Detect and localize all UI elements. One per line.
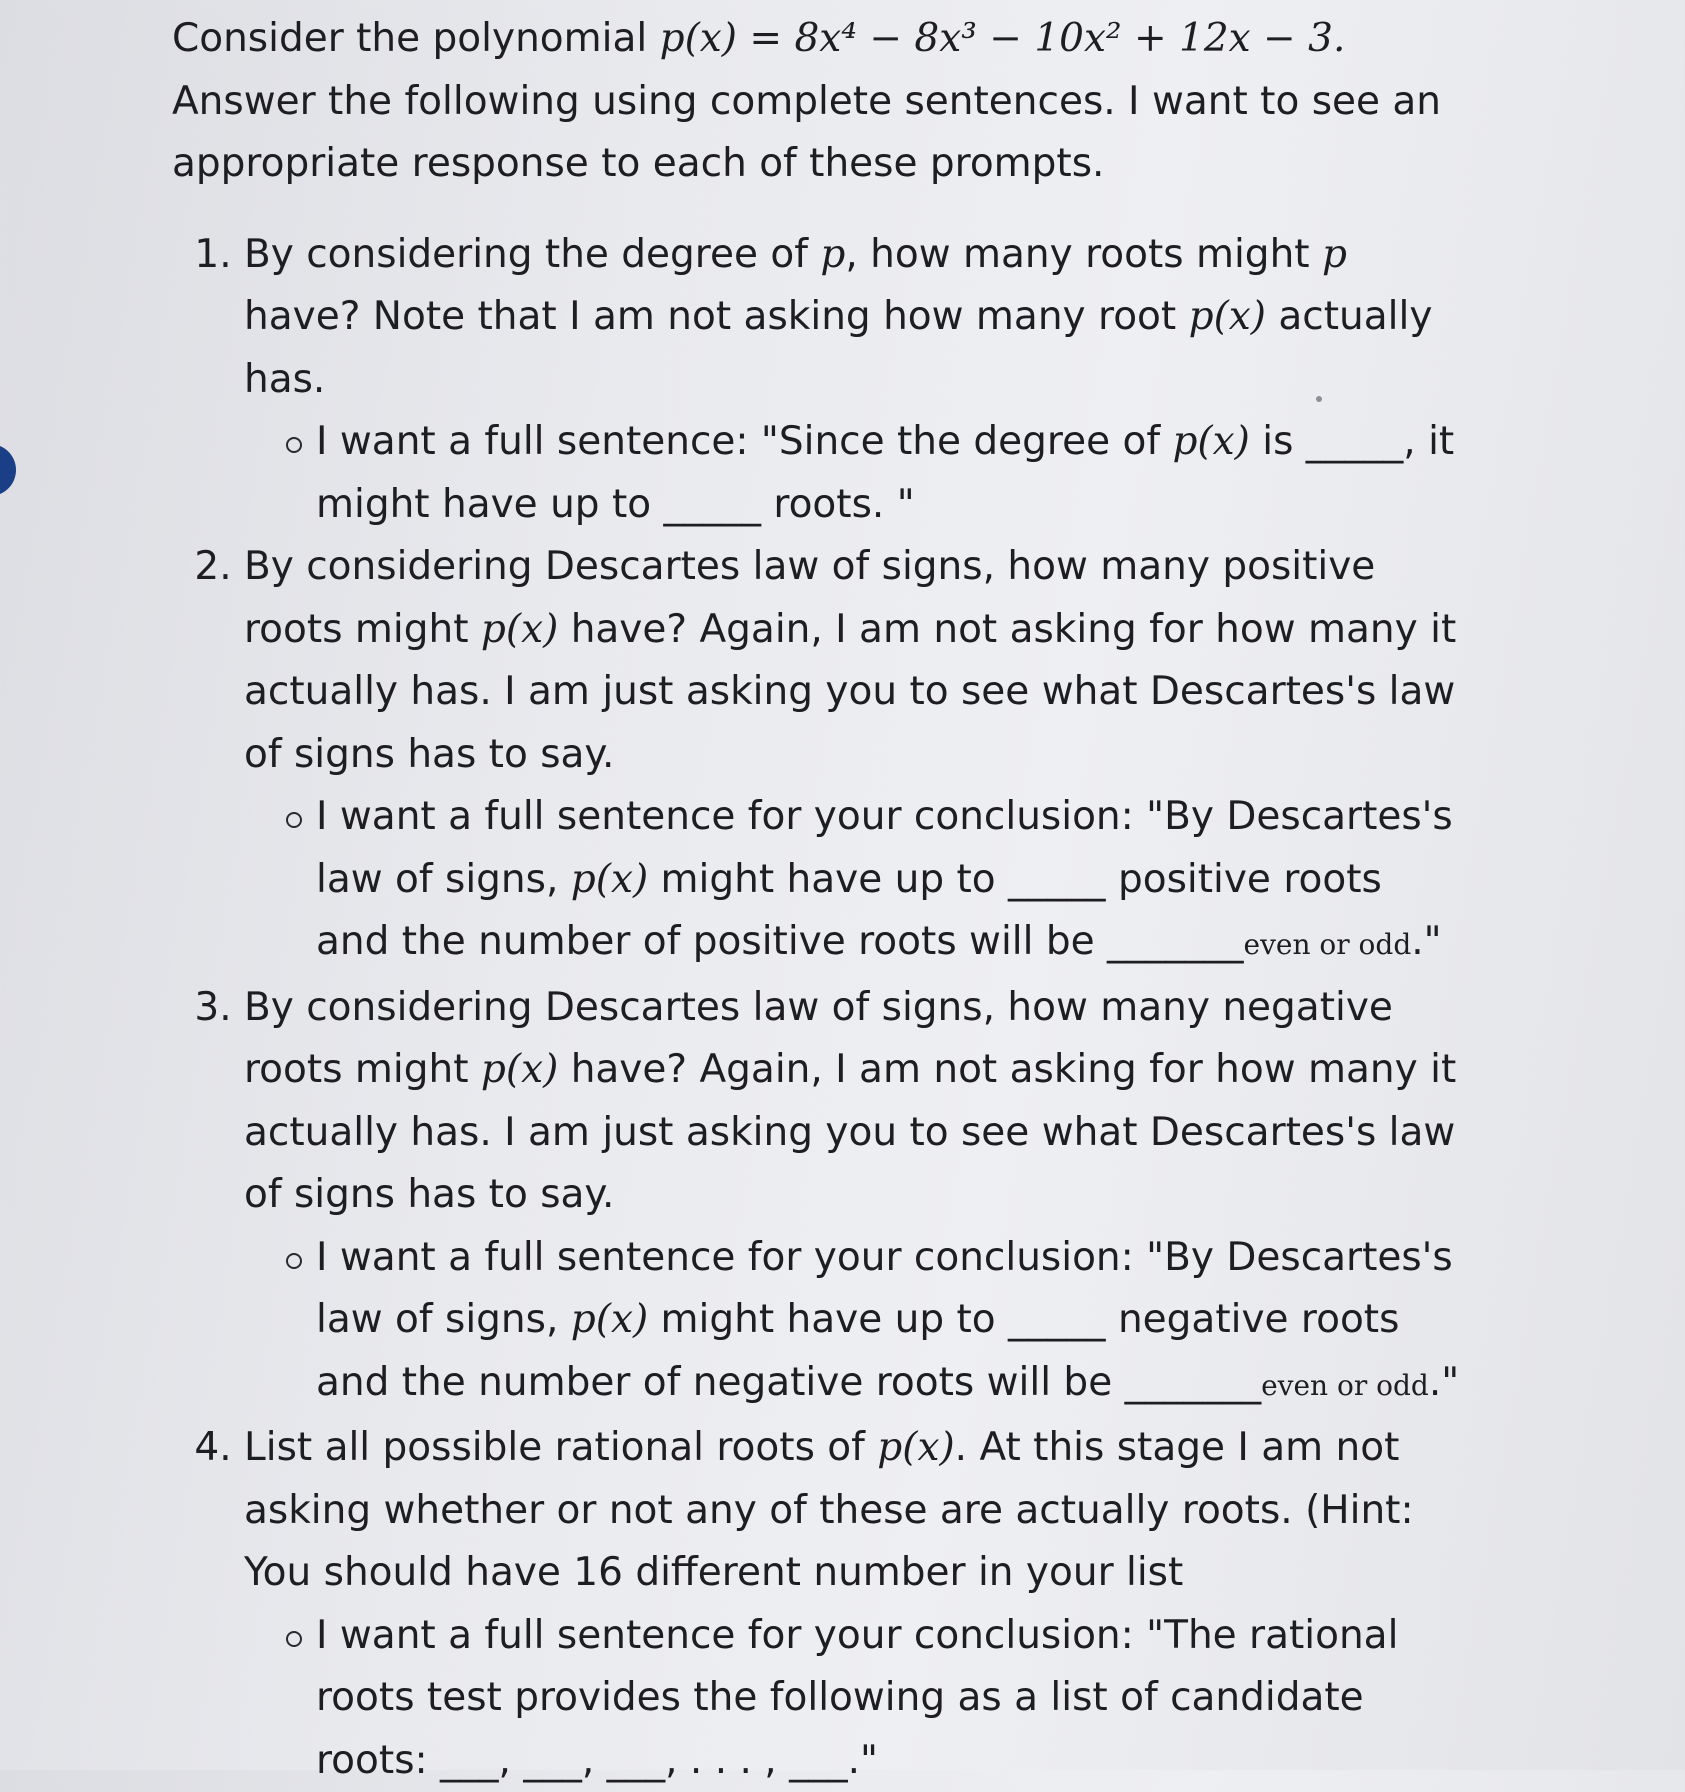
math-px: p(x) — [877, 1425, 954, 1470]
prompt-1-text: have? Note that I am not asking how many root — [244, 294, 1189, 339]
prompt-4-text: List all possible rational roots of — [244, 1425, 877, 1470]
prompt-1-text: By considering the degree of — [244, 232, 820, 277]
document-page — [172, 8, 1462, 1792]
math-px: p(x) — [481, 607, 558, 652]
polynomial-equation: p(x) = 8x⁴ − 8x³ − 10x² + 12x − 3. — [660, 16, 1346, 61]
prompt-3-sentence-template — [316, 1227, 1462, 1418]
prompt-1-text: , how many roots might — [845, 232, 1322, 277]
math-px: p(x) — [481, 1047, 558, 1092]
answer-blank: _______ — [1125, 1360, 1262, 1405]
prompt-2-text: have? Again, I am not asking for how many it actually has. I am just asking you to see what Descartes's law of signs has to say. — [244, 607, 1456, 777]
prompt-3 — [244, 977, 1462, 1418]
prompt-1 — [244, 224, 1462, 537]
template-text: I want a full sentence: "Since the degree of — [316, 419, 1172, 464]
math-p: p — [1322, 232, 1347, 277]
template-text: I want a full sentence for your conclusion: "By Descartes's law of signs, — [316, 794, 1453, 902]
prompt-2-text: By considering Descartes law of signs, how many positive roots might — [244, 544, 1375, 652]
prompt-3-subitems — [244, 1227, 1462, 1418]
math-px: p(x) — [1189, 294, 1266, 339]
template-text: I want a full sentence for your conclusion: "By Descartes's law of signs, — [316, 1235, 1453, 1343]
prompt-2 — [244, 536, 1462, 977]
prompt-1-sentence-template — [316, 411, 1462, 536]
intro-lead: Consider the polynomial — [172, 16, 660, 61]
math-p: p — [820, 232, 845, 277]
prompt-4-subitems — [244, 1605, 1462, 1792]
prompt-4 — [244, 1417, 1462, 1792]
intro-instructions: Answer the following using complete sentences. I want to see an appropriate response to each of these prompts. — [172, 79, 1441, 187]
even-or-odd-label: even or odd — [1261, 1369, 1429, 1402]
prompt-4-text: . At this stage I am not asking whether or not any of these are actually roots. (Hint: You should have 16 different number in your list — [244, 1425, 1414, 1595]
template-text: might have up to _____ positive roots and the number of positive roots will be — [316, 857, 1382, 965]
answer-blank: _______ — [1107, 919, 1244, 964]
template-text: might have up to _____ negative roots and the number of negative roots will be — [316, 1297, 1399, 1405]
prompt-1-subitems — [244, 411, 1462, 536]
intro-paragraph — [172, 8, 1462, 196]
prompt-3-text: have? Again, I am not asking for how many it actually has. I am just asking you to see what Descartes's law of signs has to say. — [244, 1047, 1456, 1217]
prompt-3-text: By considering Descartes law of signs, how many negative roots might — [244, 985, 1393, 1093]
math-px: p(x) — [571, 857, 648, 902]
even-or-odd-label: even or odd — [1244, 928, 1412, 961]
blue-edge-marker — [0, 444, 16, 496]
math-px: p(x) — [571, 1297, 648, 1342]
template-end: ." — [1429, 1360, 1459, 1405]
prompt-4-sentence-template: I want a full sentence for your conclusion: "The rational roots test provides the following as a list of candidate roots: ___, ___, ___, . . . , ___." — [316, 1605, 1462, 1792]
prompt-2-sentence-template — [316, 786, 1462, 977]
math-px: p(x) — [1172, 419, 1249, 464]
prompt-list — [172, 224, 1462, 1792]
template-end: ." — [1411, 919, 1441, 964]
prompt-2-subitems — [244, 786, 1462, 977]
template-text: is _____, it might have up to _____ roots. " — [316, 419, 1454, 527]
prompt-1-text: actually has. — [244, 294, 1432, 402]
